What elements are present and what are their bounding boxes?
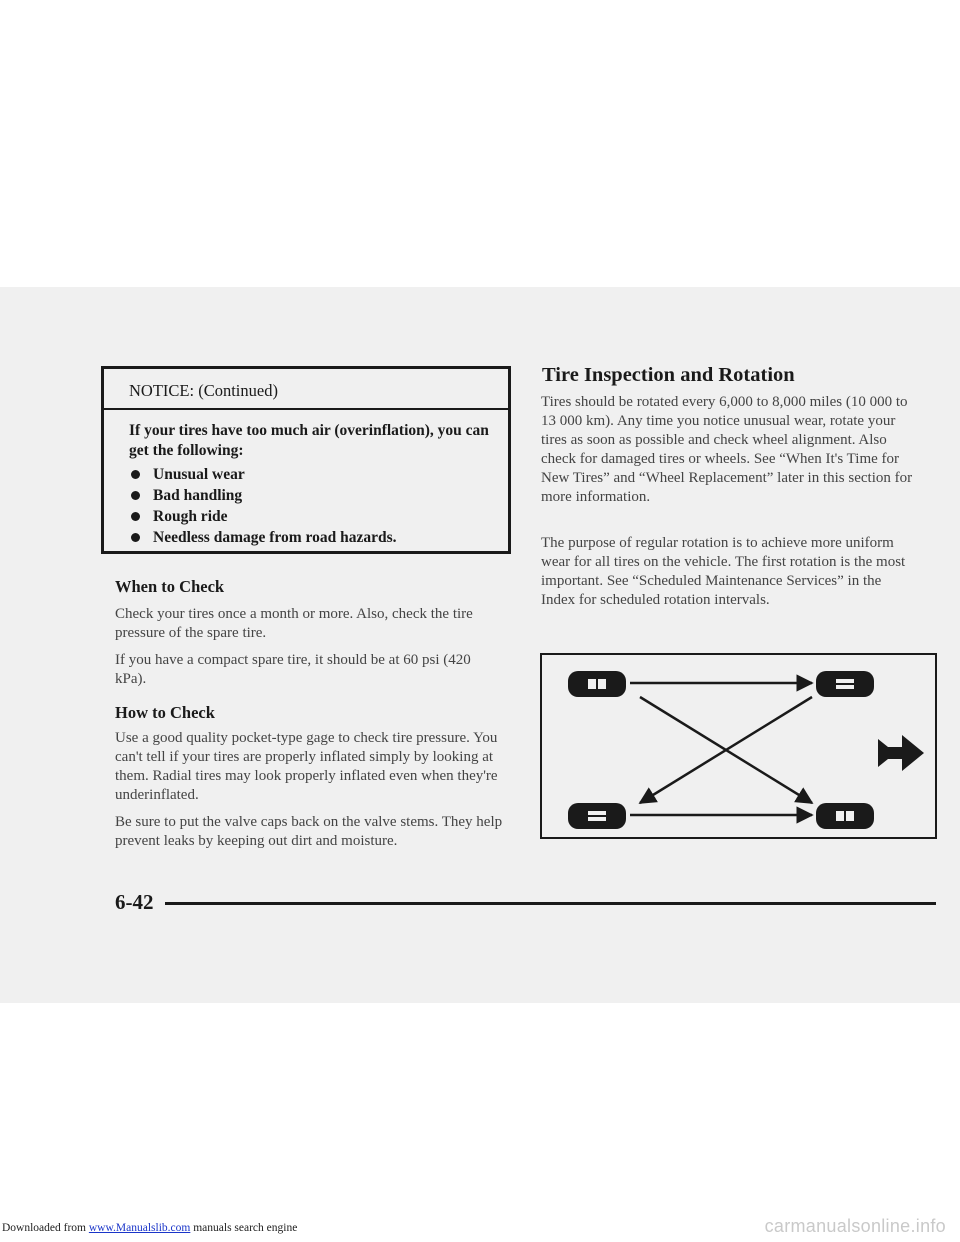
list-item: Needless damage from road hazards. xyxy=(129,527,508,548)
notice-list xyxy=(129,464,508,548)
notice-body xyxy=(104,410,508,548)
how-to-check-paragraph: Use a good quality pocket-type gage to check tire pressure. You can't tell if your tires are properly inflated simply by looking at them. Radial tires may look properly inflated even when they're underinflated. xyxy=(115,730,498,803)
when-to-check-paragraph: Check your tires once a month or more. Also, check the tire pressure of the spare tire. xyxy=(115,606,473,641)
forward-arrow-icon xyxy=(878,735,924,771)
tire-icon xyxy=(816,803,874,829)
tire-rotation-diagram xyxy=(540,653,937,839)
list-item: Unusual wear xyxy=(129,464,508,485)
valve-caps-paragraph: Be sure to put the valve caps back on the valve stems. They help prevent leaks by keeping out dirt and moisture. xyxy=(115,814,503,849)
bullet-icon xyxy=(131,512,140,521)
tire-rotation-heading: Tire Inspection and Rotation xyxy=(542,364,795,386)
footer-rule xyxy=(165,902,936,905)
tire-icon xyxy=(568,803,626,829)
spare-pressure-paragraph: If you have a compact spare tire, it should be at 60 psi (420 kPa). xyxy=(115,652,471,687)
how-to-check-heading: How to Check xyxy=(115,703,215,722)
watermark: carmanualsonline.info xyxy=(764,1216,946,1236)
rotation-paragraph-1: Tires should be rotated every 6,000 to 8,000 miles (10 000 to 13 000 km). Any time you notice unusual wear, rotate your tires as soon as possible and check wheel alignment. Also check for damaged tires or wheels. See “When It's Time for New Tires” and “Wheel Replacement” later in this section for more information. xyxy=(541,394,913,505)
rotation-diagram-svg xyxy=(542,655,935,837)
bullet-icon xyxy=(131,470,140,479)
list-item: Rough ride xyxy=(129,506,508,527)
when-to-check-heading: When to Check xyxy=(115,577,225,596)
tire-icon xyxy=(816,671,874,697)
notice-intro: If your tires have too much air (overinflation), you can get the following: xyxy=(129,422,489,459)
notice-box xyxy=(101,366,511,554)
manualslib-link[interactable]: www.Manualslib.com xyxy=(88,1222,191,1234)
bullet-icon xyxy=(131,533,140,542)
download-credit: Downloaded from www.Manualslib.com manuals search engine xyxy=(2,1222,298,1234)
page-number: 6-42 xyxy=(115,890,154,914)
rotation-paragraph-2: The purpose of regular rotation is to achieve more uniform wear for all tires on the vehicle. The first rotation is the most important. See “Scheduled Maintenance Services” in the Index for scheduled rotation intervals. xyxy=(541,535,906,608)
notice-header: NOTICE: (Continued) xyxy=(104,369,508,410)
bullet-icon xyxy=(131,491,140,500)
list-item: Bad handling xyxy=(129,485,508,506)
tire-icon xyxy=(568,671,626,697)
